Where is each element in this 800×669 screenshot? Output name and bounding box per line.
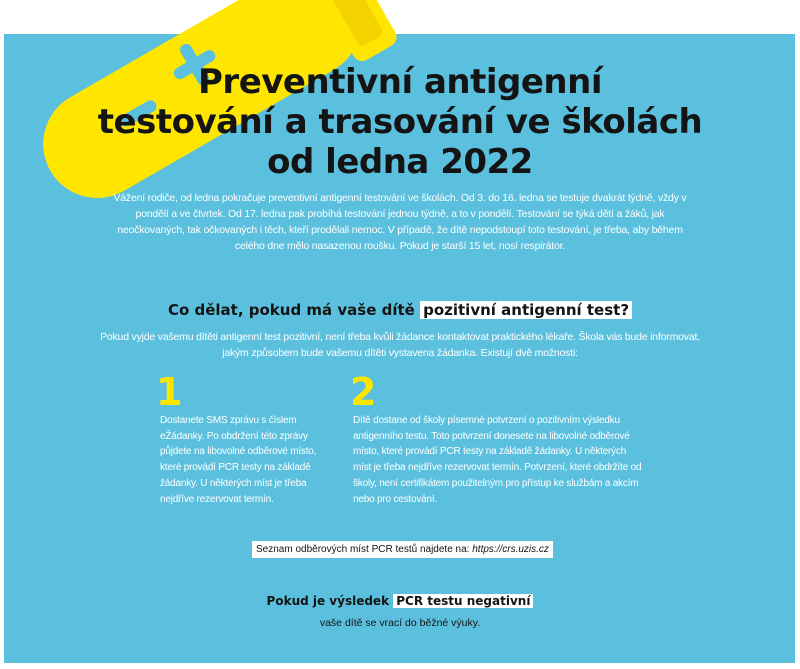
- pcr-sites-note: [252, 541, 553, 558]
- intro-paragraph: Vážení rodiče, od ledna pokračuje preventivní antigenní testování ve školách. Od 3. do 16. ledna se testuje dvakrát týdně, vždy v pondělí a ve čtvrtek. Od 17. ledna pak probíhá testování jednou týdně, a to v pondělí. Testování se týká dětí a žáků, jak neočkovaných, tak očkovaných i těch, kteří prodělali nemoc. V případě, že dítě nepodstoupí toto testování, je třeba, aby během celého dne mělo nasazenou roušku. Pokud je starší 15 let, nosí respirátor.: [113, 192, 687, 252]
- option-2-number: 2: [350, 370, 377, 414]
- positive-test-heading: [0, 300, 800, 320]
- pcr-note-text: Seznam odběrových míst PCR testů najdete na:: [256, 544, 470, 555]
- option-2-text: Dítě dostane od školy písemné potvrzení o pozitivním výsledku antigenního testu. Toto potvrzení donesete na libovolné odběrové místo, které provádí PCR testy na základě žádanky. U některých míst je třeba nejdříve rezervovat termín. Potvrzení, které obdržíte od školy, není certifikátem použitelným pro přístup ke službám a akcím nebo pro cestování.: [353, 415, 642, 505]
- title-line-3: od ledna 2022: [267, 142, 533, 182]
- negative-result-heading: [0, 592, 800, 610]
- positive-test-paragraph: Pokud vyjde vašemu dítěti antigenní test pozitivní, není třeba kvůli žádance kontaktovat praktického lékaře. Škola vás bude informovat, jakým způsobem bude vašemu dítěti vystavena žádanka. Existují dvě možnosti:: [100, 331, 700, 359]
- positive-heading-highlight: pozitivní antigenní test?: [420, 301, 632, 319]
- option-1-number: 1: [156, 370, 183, 414]
- title-line-2: testování a trasování ve školách: [97, 102, 703, 142]
- negative-result-text: vaše dítě se vrací do běžné výuky.: [319, 617, 481, 629]
- option-1-text: Dostanete SMS zprávu s číslem eŽádanky. Po obdržení této zprávy půjdete na libovolné odběrové místo, které provádí PCR testy na základě žádanky. U některých míst je třeba nejdříve rezervovat termín.: [160, 415, 317, 505]
- pcr-sites-link[interactable]: https://crs.uzis.cz: [472, 544, 549, 555]
- negative-heading-text: Pokud je výsledek: [266, 594, 390, 608]
- negative-heading-highlight: PCR testu negativní: [393, 594, 533, 608]
- page-title: [0, 62, 800, 182]
- title-line-1: Preventivní antigenní: [198, 62, 602, 102]
- positive-heading-text: Co dělat, pokud má vaše dítě: [167, 301, 415, 319]
